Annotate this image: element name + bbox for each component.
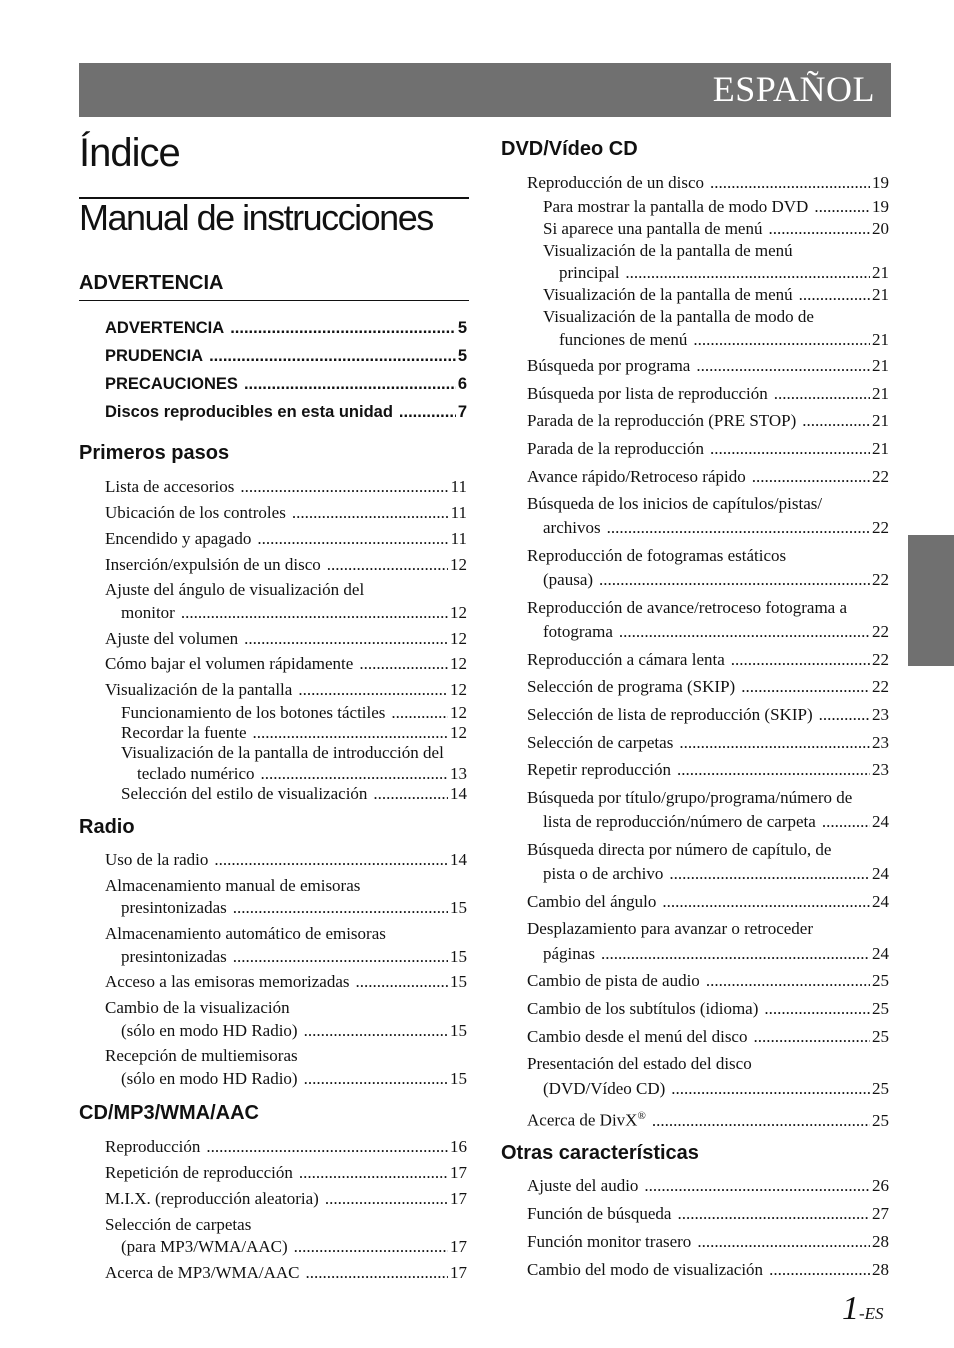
toc-entry-line: Ajuste del ángulo de visualización del <box>105 580 365 599</box>
toc-leader-dots <box>240 477 448 497</box>
toc-page-number: 21 <box>872 411 889 430</box>
toc-leader-dots <box>768 219 870 239</box>
toc-entry-label: PRECAUCIONES <box>105 375 238 393</box>
toc-entry-label: Ajuste del volumen <box>105 629 239 648</box>
toc-page-number: 26 <box>872 1176 889 1195</box>
toc-leader-dots <box>774 384 870 404</box>
toc-entry-line: Visualización de la pantalla de introducción del <box>121 743 444 762</box>
toc-page-number: 17 <box>450 1163 467 1182</box>
toc-leader-dots <box>181 603 448 623</box>
toc-leader-dots <box>359 654 448 674</box>
toc-leader-dots <box>669 864 870 884</box>
toc-entry-label: principal <box>559 263 620 282</box>
toc-page-number: 24 <box>872 812 889 831</box>
toc-leader-dots <box>753 1027 870 1047</box>
toc-page-number: 15 <box>450 947 467 966</box>
toc-entry-label: Reproducción a cámara lenta <box>527 650 725 669</box>
toc-leader-dots <box>601 944 870 964</box>
toc-entry <box>527 677 889 697</box>
toc-leader-dots <box>799 285 870 305</box>
toc-entry <box>527 892 889 912</box>
toc-entry-label: funciones de menú <box>559 330 688 349</box>
toc-entry-label: (sólo en modo HD Radio) <box>121 1069 298 1088</box>
language-label: ESPAÑOL <box>712 69 875 109</box>
toc-entry-label: Encendido y apagado <box>105 529 252 548</box>
toc-leader-dots <box>244 629 448 649</box>
section-heading: Otras características <box>501 1142 699 1164</box>
toc-entry <box>527 356 889 376</box>
toc-entry <box>121 1237 467 1257</box>
toc-entry <box>121 1069 467 1089</box>
toc-leader-dots <box>230 318 456 338</box>
toc-leader-dots <box>327 555 448 575</box>
toc-leader-dots <box>294 1237 448 1257</box>
toc-entry-label: presintonizadas <box>121 947 227 966</box>
toc-page-number: 12 <box>450 555 467 574</box>
toc-page-number: 25 <box>872 1110 889 1130</box>
toc-entry-label: Reproducción de un disco <box>527 173 705 192</box>
toc-entry <box>527 467 889 487</box>
toc-entry <box>543 622 889 642</box>
toc-entry-line: Búsqueda directa por número de capítulo, de <box>527 840 832 859</box>
toc-leader-dots <box>764 999 870 1019</box>
toc-entry <box>543 285 889 305</box>
section-side-tab <box>908 535 954 666</box>
toc-leader-dots <box>244 374 456 394</box>
toc-leader-dots <box>399 402 456 422</box>
toc-entry <box>105 529 467 549</box>
toc-entry <box>527 650 889 670</box>
toc-page-number: 22 <box>872 518 889 537</box>
toc-entry <box>121 703 467 723</box>
toc-entry-label: lista de reproducción/número de carpeta <box>543 812 816 831</box>
toc-page-number: 14 <box>450 850 467 869</box>
toc-page-number: 20 <box>872 219 889 238</box>
toc-leader-dots <box>752 467 870 487</box>
toc-page-number: 24 <box>872 892 889 911</box>
toc-leader-dots <box>214 850 448 870</box>
toc-page-number: 25 <box>872 1079 889 1098</box>
toc-entry-label: (para MP3/WMA/AAC) <box>121 1237 288 1256</box>
toc-leader-dots <box>356 972 448 992</box>
toc-entry <box>105 850 467 870</box>
toc-leader-dots <box>619 622 870 642</box>
toc-entry-label: Búsqueda por lista de reproducción <box>527 384 768 403</box>
toc-page-number: 6 <box>457 375 467 393</box>
toc-entry-label: Avance rápido/Retroceso rápido <box>527 467 746 486</box>
toc-leader-dots <box>693 330 870 350</box>
toc-page-number: 24 <box>872 944 889 963</box>
toc-page-number: 21 <box>872 263 889 282</box>
toc-entry <box>527 1204 889 1224</box>
toc-leader-dots <box>298 680 448 700</box>
toc-entry <box>121 947 467 967</box>
toc-page-number: 19 <box>872 173 889 192</box>
toc-page-number: 12 <box>450 703 467 722</box>
toc-leader-dots <box>731 650 870 670</box>
toc-entry-label: Visualización de la pantalla <box>105 680 293 699</box>
toc-leader-dots <box>814 197 870 217</box>
toc-page-number: 17 <box>450 1263 467 1282</box>
toc-entry <box>527 439 889 459</box>
toc-entry-line: Presentación del estado del disco <box>527 1054 752 1073</box>
toc-page-number: 21 <box>872 439 889 458</box>
toc-entry-label: Acerca de DivX® <box>527 1110 646 1130</box>
section-heading: DVD/Vídeo CD <box>501 138 638 160</box>
toc-page-number: 21 <box>872 330 889 349</box>
toc-leader-dots <box>696 356 870 376</box>
toc-page-number: 24 <box>872 864 889 883</box>
toc-leader-dots <box>233 898 448 918</box>
toc-leader-dots <box>662 892 870 912</box>
toc-entry <box>121 898 467 918</box>
toc-leader-dots <box>391 703 448 723</box>
toc-entry-label: ADVERTENCIA <box>105 319 225 337</box>
toc-page-number: 12 <box>450 654 467 673</box>
toc-entry-line: Reproducción de fotogramas estáticos <box>527 546 787 565</box>
toc-page-number: 7 <box>457 403 467 421</box>
toc-entry <box>543 1079 889 1099</box>
toc-page-number: 25 <box>872 1027 889 1046</box>
toc-entry <box>543 944 889 964</box>
toc-entry-label: Parada de la reproducción <box>527 439 704 458</box>
toc-entry <box>543 812 889 832</box>
toc-page-number: 12 <box>450 603 467 622</box>
toc-page-number: 21 <box>872 356 889 375</box>
toc-entry-line: Visualización de la pantalla de modo de <box>543 307 814 326</box>
toc-entry <box>105 654 467 674</box>
toc-entry-label: Reproducción <box>105 1137 201 1156</box>
toc-entry-label: Selección de lista de reproducción (SKIP) <box>527 705 813 724</box>
toc-entry <box>527 1106 889 1131</box>
toc-entry-label: Cambio de pista de audio <box>527 971 700 990</box>
toc-page-number: 28 <box>872 1260 889 1279</box>
toc-page-number: 17 <box>450 1237 467 1256</box>
toc-entry-label: M.I.X. (reproducción aleatoria) <box>105 1189 319 1208</box>
toc-entry-label: (pausa) <box>543 570 594 589</box>
toc-entry-label: Parada de la reproducción (PRE STOP) <box>527 411 797 430</box>
section-rule <box>79 300 469 301</box>
toc-page-number: 14 <box>450 784 467 803</box>
toc-entry-label: Ubicación de los controles <box>105 503 286 522</box>
toc-page-number: 11 <box>450 503 467 522</box>
toc-page-number: 22 <box>872 570 889 589</box>
toc-entry-label: fotograma <box>543 622 613 641</box>
toc-entry <box>527 760 889 780</box>
section-heading: ADVERTENCIA <box>79 272 224 294</box>
toc-leader-dots <box>710 173 870 193</box>
toc-page-number: 25 <box>872 971 889 990</box>
toc-page-number: 5 <box>457 319 467 337</box>
toc-entry-label: (DVD/Vídeo CD) <box>543 1079 666 1098</box>
toc-leader-dots <box>304 1069 448 1089</box>
toc-entry <box>105 374 467 394</box>
toc-entry <box>105 1189 467 1209</box>
toc-entry <box>105 1263 467 1283</box>
toc-page-number: 17 <box>450 1189 467 1208</box>
toc-entry <box>121 1021 467 1041</box>
toc-leader-dots <box>373 784 448 804</box>
toc-leader-dots <box>299 1163 448 1183</box>
toc-entry-label: Cambio de los subtítulos (idioma) <box>527 999 759 1018</box>
toc-entry <box>105 1163 467 1183</box>
toc-leader-dots <box>292 503 449 523</box>
toc-entry-line: Almacenamiento manual de emisoras <box>105 876 361 895</box>
toc-entry <box>527 1232 889 1252</box>
toc-page-number: 22 <box>872 677 889 696</box>
toc-entry-label: Recordar la fuente <box>121 723 247 742</box>
toc-entry <box>105 318 467 338</box>
toc-entry-line: Visualización de la pantalla de menú <box>543 241 793 260</box>
toc-entry-label: Repetición de reproducción <box>105 1163 293 1182</box>
toc-page-number: 23 <box>872 760 889 779</box>
toc-page-number: 28 <box>872 1232 889 1251</box>
toc-page-number: 25 <box>872 999 889 1018</box>
toc-page-number: 12 <box>450 723 467 742</box>
toc-page-number: 12 <box>450 680 467 699</box>
toc-entry-line: Búsqueda por título/grupo/programa/número de <box>527 788 853 807</box>
toc-page-number: 16 <box>450 1137 467 1156</box>
toc-leader-dots <box>710 439 870 459</box>
toc-leader-dots <box>233 947 448 967</box>
toc-entry-label: Ajuste del audio <box>527 1176 639 1195</box>
toc-entry-label: Para mostrar la pantalla de modo DVD <box>543 197 809 216</box>
toc-leader-dots <box>769 1260 870 1280</box>
toc-entry-label: Cambio del ángulo <box>527 892 657 911</box>
toc-page-number: 23 <box>872 705 889 724</box>
toc-leader-dots <box>652 1111 870 1131</box>
toc-entry <box>105 402 467 422</box>
page-number: 1-ES <box>842 1290 884 1327</box>
toc-page-number: 15 <box>450 972 467 991</box>
toc-entry <box>527 1027 889 1047</box>
registered-mark: ® <box>637 1110 646 1122</box>
toc-entry <box>105 680 467 700</box>
toc-entry <box>527 705 889 725</box>
language-banner <box>79 63 891 117</box>
toc-entry <box>121 723 467 743</box>
toc-entry <box>559 263 889 283</box>
toc-entry-label: Función de búsqueda <box>527 1204 672 1223</box>
toc-leader-dots <box>677 760 870 780</box>
toc-entry <box>105 629 467 649</box>
toc-entry <box>121 784 467 804</box>
toc-entry-line: Almacenamiento automático de emisoras <box>105 924 386 943</box>
toc-page-number: 22 <box>872 622 889 641</box>
toc-leader-dots <box>206 1137 448 1157</box>
toc-entry-label: Acceso a las emisoras memorizadas <box>105 972 350 991</box>
toc-entry-label: (sólo en modo HD Radio) <box>121 1021 298 1040</box>
toc-entry <box>559 330 889 350</box>
toc-entry-label: Función monitor trasero <box>527 1232 692 1251</box>
toc-entry-label: archivos <box>543 518 601 537</box>
toc-entry <box>543 864 889 884</box>
toc-entry <box>527 384 889 404</box>
toc-entry-line: Cambio de la visualización <box>105 998 290 1017</box>
toc-entry-label: Cambio del modo de visualización <box>527 1260 764 1279</box>
toc-page-number: 11 <box>450 477 467 496</box>
toc-entry <box>105 555 467 575</box>
toc-entry-label: pista o de archivo <box>543 864 664 883</box>
toc-entry-label: Lista de accesorios <box>105 477 235 496</box>
toc-entry-label: Repetir reproducción <box>527 760 671 779</box>
toc-leader-dots <box>306 1263 448 1283</box>
toc-entry <box>105 477 467 497</box>
toc-page-number: 27 <box>872 1204 889 1223</box>
toc-entry-label: Selección del estilo de visualización <box>121 784 368 803</box>
toc-entry <box>527 999 889 1019</box>
toc-entry <box>527 411 889 431</box>
toc-page-number: 22 <box>872 650 889 669</box>
toc-leader-dots <box>325 1189 448 1209</box>
toc-entry <box>137 764 467 784</box>
manual-title: Manual de instrucciones <box>79 197 433 238</box>
toc-entry <box>543 219 889 239</box>
toc-entry <box>121 603 467 623</box>
toc-entry <box>105 1137 467 1157</box>
toc-page-number: 12 <box>450 629 467 648</box>
toc-entry-label: Acerca de MP3/WMA/AAC <box>105 1263 300 1282</box>
toc-entry-label: Discos reproducibles en esta unidad <box>105 403 393 421</box>
toc-entry <box>527 173 889 193</box>
toc-entry <box>105 503 467 523</box>
index-title: Índice <box>79 131 180 175</box>
toc-leader-dots <box>802 411 870 431</box>
toc-entry <box>543 197 889 217</box>
toc-entry-label: Búsqueda por programa <box>527 356 691 375</box>
section-heading: Primeros pasos <box>79 442 230 464</box>
toc-entry-label: Uso de la radio <box>105 850 209 869</box>
toc-leader-dots <box>741 677 870 697</box>
toc-entry-label: PRUDENCIA <box>105 347 204 365</box>
toc-page-number: 13 <box>450 764 467 783</box>
toc-entry <box>527 1176 889 1196</box>
toc-leader-dots <box>819 705 870 725</box>
toc-page-number: 15 <box>450 1069 467 1088</box>
toc-leader-dots <box>209 346 456 366</box>
toc-entry-label: Funcionamiento de los botones táctiles <box>121 703 386 722</box>
toc-leader-dots <box>679 733 870 753</box>
toc-leader-dots <box>304 1021 448 1041</box>
toc-entry-line: Desplazamiento para avanzar o retroceder <box>527 919 813 938</box>
toc-entry-label: Cambio desde el menú del disco <box>527 1027 748 1046</box>
toc-entry-label: Si aparece una pantalla de menú <box>543 219 763 238</box>
toc-entry-line: Reproducción de avance/retroceso fotograma a <box>527 598 848 617</box>
section-heading: Radio <box>79 816 135 838</box>
toc-leader-dots <box>822 812 870 832</box>
toc-page-number: 11 <box>450 529 467 548</box>
toc-entry <box>543 570 889 590</box>
toc-page-number: 21 <box>872 285 889 304</box>
toc-entry <box>105 972 467 992</box>
toc-page-number: 21 <box>872 384 889 403</box>
toc-leader-dots <box>599 570 870 590</box>
toc-entry-label: Cómo bajar el volumen rápidamente <box>105 654 354 673</box>
toc-leader-dots <box>677 1204 870 1224</box>
toc-entry-label: teclado numérico <box>137 764 255 783</box>
toc-page-number: 22 <box>872 467 889 486</box>
toc-leader-dots <box>607 518 870 538</box>
toc-leader-dots <box>257 529 448 549</box>
toc-page-number: 15 <box>450 1021 467 1040</box>
toc-entry <box>543 518 889 538</box>
toc-entry <box>527 1260 889 1280</box>
toc-leader-dots <box>644 1176 870 1196</box>
toc-leader-dots <box>671 1079 870 1099</box>
toc-page-number: 19 <box>872 197 889 216</box>
toc-entry-label: Selección de programa (SKIP) <box>527 677 736 696</box>
toc-entry-label: Visualización de la pantalla de menú <box>543 285 793 304</box>
toc-entry-label: Inserción/expulsión de un disco <box>105 555 321 574</box>
toc-entry-line: Selección de carpetas <box>105 1215 252 1234</box>
toc-leader-dots <box>625 263 870 283</box>
toc-entry-label: páginas <box>543 944 595 963</box>
toc-page-number: 23 <box>872 733 889 752</box>
toc-entry-label: monitor <box>121 603 175 622</box>
toc-entry-label: presintonizadas <box>121 898 227 917</box>
section-heading: CD/MP3/WMA/AAC <box>79 1102 259 1124</box>
toc-leader-dots <box>706 971 870 991</box>
toc-entry <box>105 346 467 366</box>
toc-page-number: 15 <box>450 898 467 917</box>
toc-page-number: 5 <box>457 347 467 365</box>
toc-entry-label: Selección de carpetas <box>527 733 674 752</box>
toc-entry <box>527 971 889 991</box>
toc-entry-line: Búsqueda de los inicios de capítulos/pistas/ <box>527 494 823 513</box>
toc-leader-dots <box>253 723 448 743</box>
toc-entry <box>527 733 889 753</box>
toc-leader-dots <box>697 1232 870 1252</box>
toc-entry-line: Recepción de multiemisoras <box>105 1046 298 1065</box>
toc-leader-dots <box>261 764 448 784</box>
